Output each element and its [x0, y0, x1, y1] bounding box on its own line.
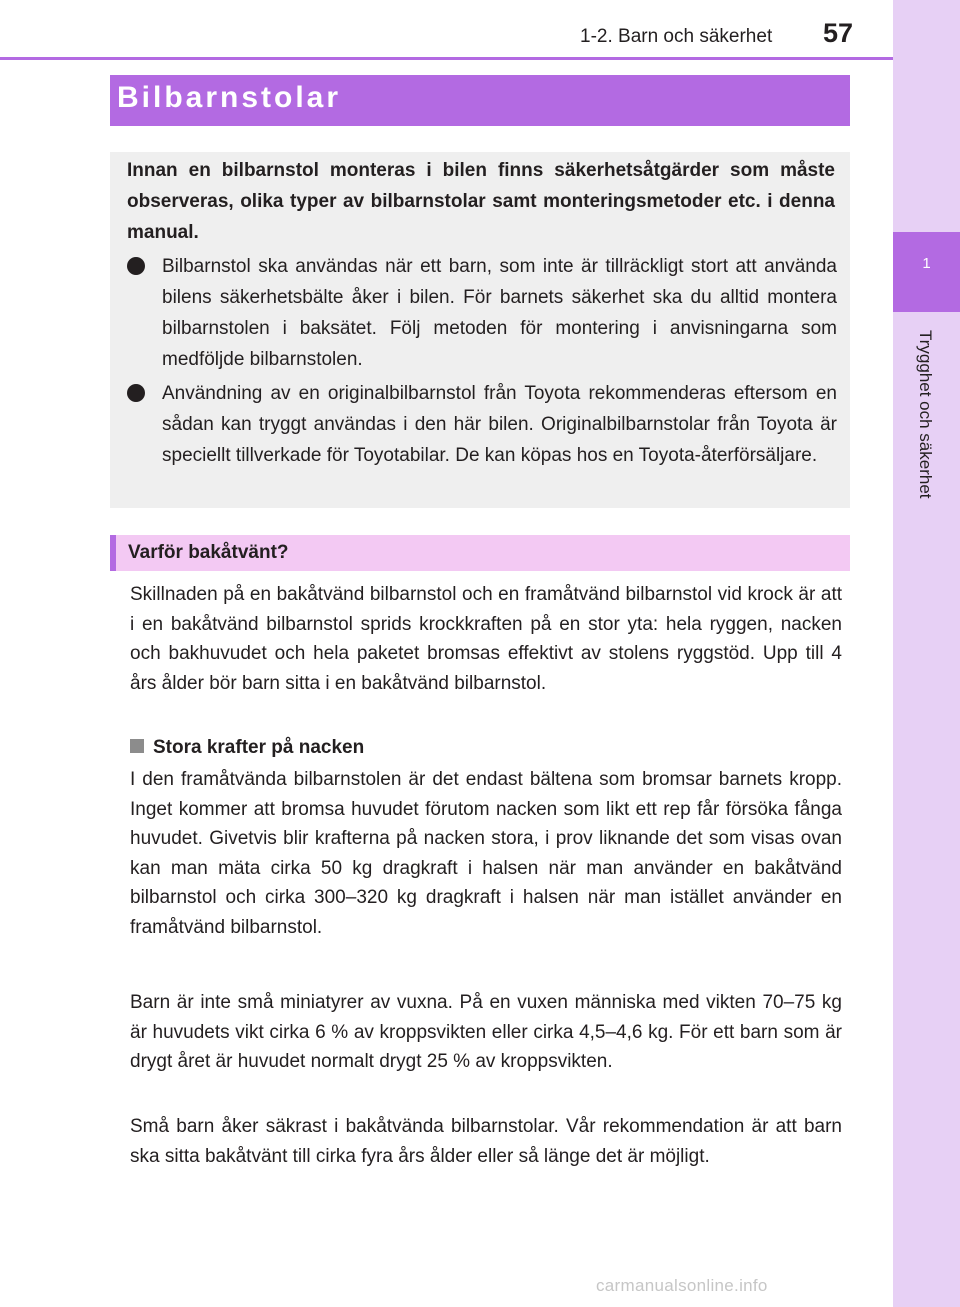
- paragraph-recommendation: Små barn åker säkrast i bakåtvända bilbarnstolar. Vår rekommendation är att barn ska sitta bakåtvänt till cirka fyra års ålder eller så länge det är möjligt.: [130, 1116, 842, 1167]
- page-number: 57: [823, 18, 854, 48]
- header-divider: [0, 57, 893, 60]
- intro-bullet-text: Användning av en originalbilbarnstol från Toyota rekommenderas eftersom en sådan kan tryggt användas i den här bilen. Originalbilbarnstolar från Toyota är speciellt tillverkade för Toyotabilar. De kan köpas hos en Toyota-återförsäljare.: [162, 383, 837, 466]
- paragraph-child-proportions: Barn är inte små miniatyrer av vuxna. På en vuxen människa med vikten 70–75 kg är huvudets vikt cirka 6 % av kroppsvikten eller cirka 4,5–4,6 kg. För ett barn som är drygt året är huvudet normalt drygt 25 % av kroppsvikten.: [130, 992, 842, 1073]
- bullet-dot-icon: [127, 257, 145, 275]
- paragraph-rear-facing: Skillnaden på en bakåtvänd bilbarnstol och en framåtvänd bilbarnstol vid krock är att i en bakåtvänd bilbarnstol sprids krockkraften på en stor yta: hela ryggen, nacken och bakhuvudet och hela paketet bromsas effektivt av stolens ryggstöd. Upp till 4 års ålder bör barn sitta i en bakåtvänd bilbarnstol.: [130, 584, 842, 694]
- side-chapter-number-box: [893, 232, 960, 312]
- side-chapter-number: 1: [922, 255, 931, 272]
- page-title: Bilbarnstolar: [117, 81, 342, 114]
- subheading: Varför bakåtvänt?: [128, 542, 289, 563]
- square-bullet-icon: [130, 739, 144, 753]
- intro-bold-text: Innan en bilbarnstol monteras i bilen finns säkerhetsåtgärder som måste observeras, olika typer av bilbarnstolar samt monteringsmetoder etc. i denna manual.: [127, 160, 835, 243]
- side-chapter-tab: [893, 0, 960, 1307]
- intro-bullet: [127, 251, 837, 375]
- intro-bullet-text: Bilbarnstol ska användas när ett barn, som inte är tillräckligt stort att använda bilens säkerhetsbälte åker i bilen. För barnets säkerhet ska du alltid montera bilbarnstolen i baksätet. Följ metoden för montering i anvisningarna som medföljde bilbarnstolen.: [162, 256, 837, 370]
- paragraph-neck-forces: I den framåtvända bilbarnstolen är det endast bältena som bromsar barnets kropp. Inget kommer att bromsa huvudet förutom nacken som likt ett rep får försöka fånga huvudet. Givetvis blir krafterna på nacken stora, i prov liknande det som visas ovan kan man mäta cirka 50 kg dragkraft i halsen när man använder en bakåtvänd bilbarnstol och cirka 300–320 kg dragkraft i halsen när man istället använder en framåtvänd bilbarnstol.: [130, 769, 842, 938]
- side-chapter-label: Trygghet och säkerhet: [916, 330, 935, 499]
- section-heading: [130, 737, 364, 759]
- section-heading-text: Stora krafter på nacken: [153, 737, 365, 758]
- bullet-dot-icon: [127, 384, 145, 402]
- intro-bullet: [127, 378, 837, 471]
- header-section-title: 1-2. Barn och säkerhet: [580, 26, 773, 47]
- watermark: carmanualsonline.info: [596, 1276, 768, 1295]
